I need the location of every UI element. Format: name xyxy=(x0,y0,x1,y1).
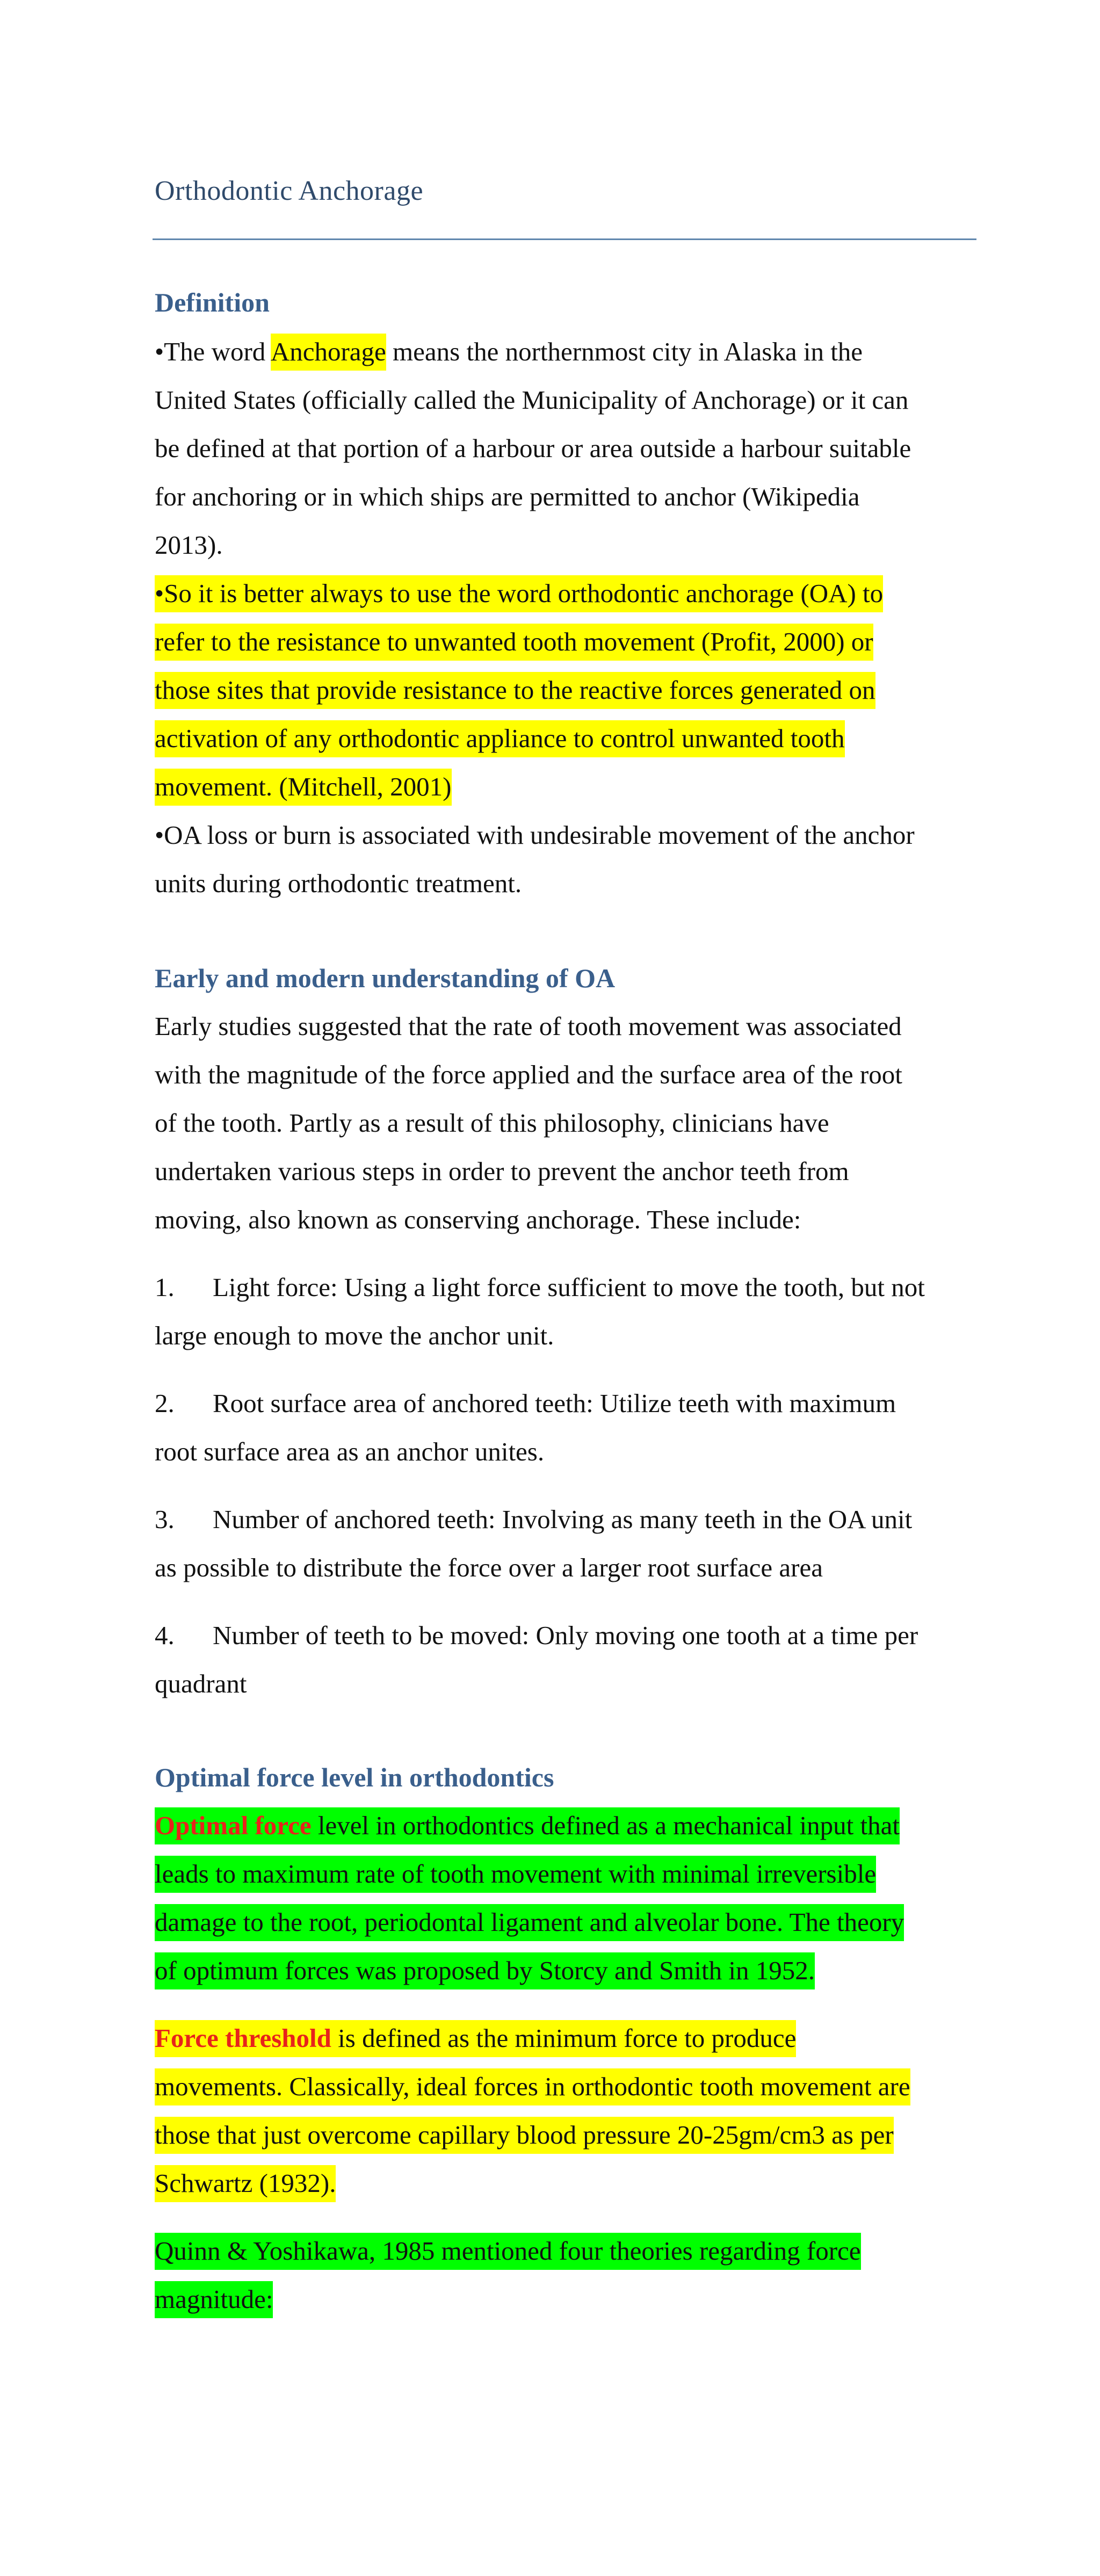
list-item-3 xyxy=(155,1495,976,1592)
text-line: moving, also known as conserving anchorage. These include: xyxy=(155,1205,801,1234)
text-run: is defined as the minimum force to produce xyxy=(331,2023,797,2053)
text-line xyxy=(155,1898,976,1947)
text-line: root surface area as an anchor unites. xyxy=(155,1437,545,1466)
header-divider xyxy=(153,238,976,240)
text-line xyxy=(155,2111,976,2159)
optimal-force-paragraph xyxy=(155,1801,976,1995)
highlighted-text: magnitude: xyxy=(155,2281,273,2318)
text-line xyxy=(155,2063,976,2111)
highlighted-text: of optimum forces was proposed by Storcy and Smith in 1952. xyxy=(155,1952,815,1989)
text-line xyxy=(155,1850,976,1898)
text-line: with the magnitude of the force applied and the surface area of the root xyxy=(155,1060,902,1089)
text-line: Early studies suggested that the rate of tooth movement was associated xyxy=(155,1011,902,1041)
text-line xyxy=(155,2275,976,2324)
list-number: 4. xyxy=(155,1620,175,1650)
highlighted-text: activation of any orthodontic appliance to control unwanted tooth xyxy=(155,720,845,757)
text-line xyxy=(155,2227,976,2275)
text-run: Root surface area of anchored teeth: Utilize teeth with maximum xyxy=(213,1388,896,1418)
highlighted-text: damage to the root, periodontal ligament and alveolar bone. The theory xyxy=(155,1904,904,1941)
text-line xyxy=(155,569,976,618)
highlighted-text: movement. (Mitchell, 2001) xyxy=(155,769,452,806)
text-line: United States (officially called the Municipality of Anchorage) or it can xyxy=(155,385,909,415)
list-item-2 xyxy=(155,1379,976,1476)
text-line xyxy=(155,618,976,666)
text-line: 2013). xyxy=(155,530,223,560)
quinn-yoshikawa-paragraph xyxy=(155,2227,976,2324)
text-line: of the tooth. Partly as a result of this philosophy, clinicians have xyxy=(155,1108,829,1138)
text-run: •The word xyxy=(155,337,271,366)
list-item-1 xyxy=(155,1263,976,1360)
text-line xyxy=(155,1379,976,1428)
text-line: large enough to move the anchor unit. xyxy=(155,1321,554,1350)
document-header-title: Orthodontic Anchorage xyxy=(155,176,424,206)
definition-bullet-2 xyxy=(155,569,976,811)
text-line: be defined at that portion of a harbour or area outside a harbour suitable xyxy=(155,433,911,463)
highlighted-text: movements. Classically, ideal forces in orthodontic tooth movement are xyxy=(155,2068,910,2105)
definition-bullet-3 xyxy=(155,811,976,908)
text-run: level in orthodontics defined as a mechanical input that xyxy=(311,1811,900,1840)
text-line: for anchoring or in which ships are permitted to anchor (Wikipedia xyxy=(155,482,860,511)
text-run: Number of anchored teeth: Involving as many teeth in the OA unit xyxy=(213,1504,913,1534)
list-item-4 xyxy=(155,1611,976,1708)
text-line: as possible to distribute the force over a larger root surface area xyxy=(155,1553,823,1582)
force-threshold-paragraph xyxy=(155,2014,976,2208)
text-line xyxy=(155,1801,976,1850)
list-number: 3. xyxy=(155,1504,175,1534)
highlighted-text: those that just overcome capillary blood pressure 20-25gm/cm3 as per xyxy=(155,2117,894,2154)
text-line xyxy=(155,1611,976,1660)
text-line xyxy=(155,666,976,714)
text-line xyxy=(155,2159,976,2208)
list-number: 2. xyxy=(155,1388,175,1418)
text-line: units during orthodontic treatment. xyxy=(155,869,522,898)
text-line xyxy=(155,328,976,376)
highlighted-text xyxy=(155,2020,796,2057)
highlighted-text: those sites that provide resistance to the reactive forces generated on xyxy=(155,672,875,709)
text-line: undertaken various steps in order to prevent the anchor teeth from xyxy=(155,1156,849,1186)
text-line xyxy=(155,763,976,811)
heading-optimal-force: Optimal force level in orthodontics xyxy=(155,1762,554,1792)
definition-bullet-1 xyxy=(155,328,976,569)
term-optimal-force: Optimal force xyxy=(155,1811,312,1840)
text-line xyxy=(155,1947,976,1995)
highlighted-text: refer to the resistance to unwanted tooth movement (Profit, 2000) or xyxy=(155,624,873,661)
text-line xyxy=(155,1263,976,1312)
term-force-threshold: Force threshold xyxy=(155,2023,331,2053)
highlighted-text: Quinn & Yoshikawa, 1985 mentioned four theories regarding force xyxy=(155,2233,861,2270)
text-run: means the northernmost city in Alaska in the xyxy=(386,337,863,366)
text-line: quadrant xyxy=(155,1669,247,1698)
early-intro-paragraph xyxy=(155,1002,976,1244)
text-line xyxy=(155,714,976,763)
list-number: 1. xyxy=(155,1272,175,1302)
highlighted-text: Schwartz (1932). xyxy=(155,2165,336,2202)
text-line: •OA loss or burn is associated with undesirable movement of the anchor xyxy=(155,820,915,850)
highlighted-term: Anchorage xyxy=(271,334,386,371)
heading-definition: Definition xyxy=(155,287,270,317)
text-line xyxy=(155,1495,976,1544)
highlighted-text xyxy=(155,1807,900,1844)
highlighted-text: leads to maximum rate of tooth movement with minimal irreversible xyxy=(155,1856,876,1893)
text-line xyxy=(155,2014,976,2063)
text-run: Light force: Using a light force sufficient to move the tooth, but not xyxy=(213,1272,925,1302)
highlighted-text: •So it is better always to use the word orthodontic anchorage (OA) to xyxy=(155,575,883,612)
text-run: Number of teeth to be moved: Only moving one tooth at a time per xyxy=(213,1620,918,1650)
heading-early-modern: Early and modern understanding of OA xyxy=(155,963,616,993)
